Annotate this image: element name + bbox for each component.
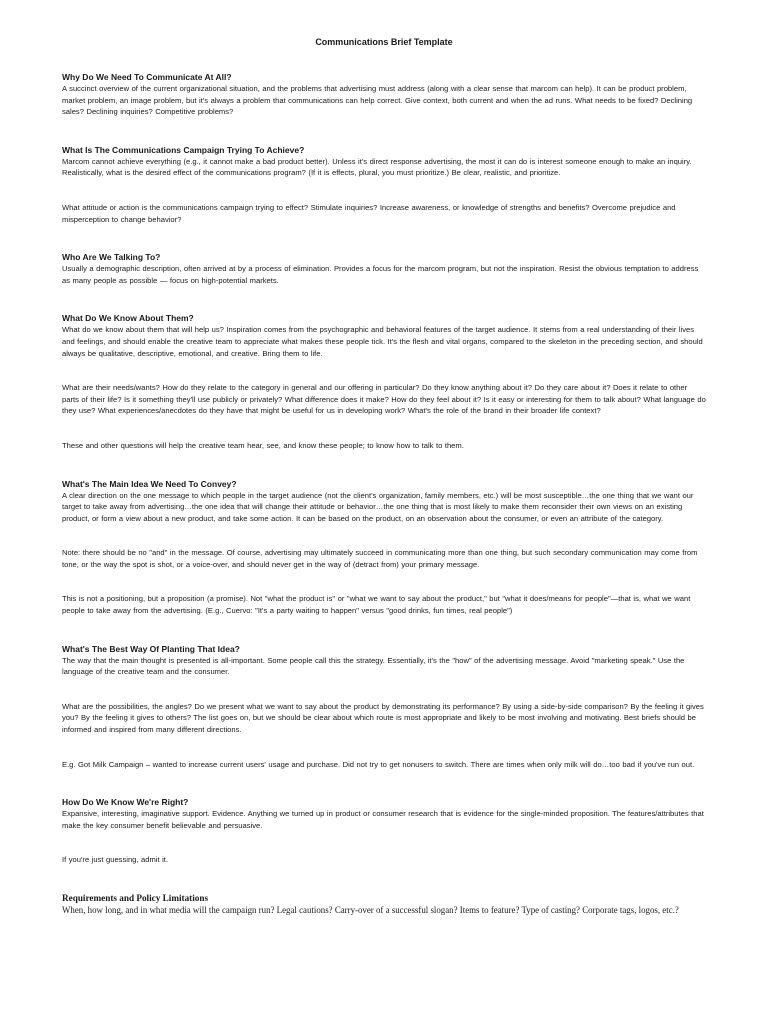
section-paragraph: Marcom cannot achieve everything (e.g., it cannot make a bad product better). Unless it's direct response advertising, the most it can do is interest someone enough to make an inquiry. Realistically, what is the desired effect of the communications program? (If it is effects, plural, you must prioritize.) Be clear, realistic, and prioritize. bbox=[62, 156, 692, 178]
section-heading: Who Are We Talking To? bbox=[62, 252, 161, 263]
document-title: Communications Brief Template bbox=[315, 37, 453, 47]
section-heading: Why Do We Need To Communicate At All? bbox=[62, 72, 232, 82]
section-paragraph: If you're just guessing, admit it. bbox=[62, 855, 169, 865]
section-heading: What Do We Know About Them? bbox=[62, 313, 194, 324]
section-validation bbox=[62, 797, 706, 866]
requirements-heading: Requirements and Policy Limitations bbox=[62, 893, 209, 903]
section-paragraph: What attitude or action is the communications campaign trying to effect? Stimulate inquiries? Increase awareness, or knowledge of strengths and benefits? Overcome prejudice and misperception to change behavior? bbox=[62, 202, 676, 224]
section-paragraph: A clear direction on the one message to which people in the target audience (not the client's organization, family members, etc.) will be most susceptible…the one thing that we want our target to take away from advertising…the one idea that will change their attitude or behavior…the one thing that is most likely to make them reconsider their own views on an existing product, or form a view about a new product, and take some action. It can be based on the product, on an observation about the consumer, or even an attribute of the category. bbox=[62, 490, 694, 523]
section-heading: What's The Main Idea We Need To Convey? bbox=[62, 478, 237, 489]
section-paragraph: Expansive, interesting, imaginative support. Evidence. Anything we turned up in product or consumer research that is evidence for the single-minded proposition. The features/attributes that make the key consumer benefit believable and persuasive. bbox=[62, 809, 704, 830]
section-paragraph: These and other questions will help the creative team hear, see, and know these people; to know how to talk to them. bbox=[62, 440, 464, 450]
section-main-idea bbox=[62, 479, 706, 617]
section-heading: What's The Best Way Of Planting That Idea? bbox=[62, 643, 240, 654]
section-paragraph: What are the possibilities, the angles? Do we present what we want to say about the product by demonstrating its performance? By using a side-by-side comparison? By the feeling it gives you? By the feeling it gives to others? The list goes on, but we should be clear about which route is most appropriate and likely to be most involving and motivating. Best briefs should be informed and inspired from many different directions. bbox=[62, 701, 704, 735]
section-why-communicate bbox=[62, 72, 706, 118]
section-audience bbox=[62, 252, 706, 286]
section-audience-knowledge bbox=[62, 313, 706, 451]
section-planting-idea bbox=[62, 644, 706, 771]
section-paragraph: What do we know about them that will help us? Inspiration comes from the psychographic and behavioral features of the target audience. It stems from a real understanding of their lives and feelings, and should enable the creative team to appreciate what makes these people tick. It's the flesh and vital organs, compared to the skeleton in the preceding section, and should always be qualitative, descriptive, emotional, and creative. Bring them to life. bbox=[62, 325, 703, 358]
section-paragraph: E.g. Got Milk Campaign – wanted to increase current users' usage and purchase. Did not try to get nonusers to switch. There are times when only milk will do…too bad if you've run out. bbox=[62, 759, 695, 769]
section-paragraph: Note: there should be no "and" in the message. Of course, advertising may ultimately succeed in communicating more than one thing, but such secondary communication may come from tone, or the way the spot is shot, or a voice-over, and should never get in the way of (detract from) your primary message. bbox=[62, 548, 698, 569]
section-campaign-goal bbox=[62, 145, 706, 225]
section-paragraph: What are their needs/wants? How do they relate to the category in general and our offering in particular? Do they know anything about it? Do they care about it? Does it relate to other parts of their life? Is it something they'll use publicly or privately? What difference does it make? How do they feel about it? Is it easy or interesting for them to talk about? What language do they use? What experiences/anecdotes do they have that might be useful for us in developing work? What's the role of the brand in their broader life context? bbox=[62, 383, 706, 416]
section-paragraph: This is not a positioning, but a proposition (a promise). Not "what the product is" or "what we want to say about the product," but "what it does/means for people"—that is, what we want people to take away from the advertising. (E.g., Cuervo: "It's a party waiting to happen" versus "good drinks, fun times, real people") bbox=[62, 594, 691, 616]
requirements-text: When, how long, and in what media will the campaign run? Legal cautions? Carry-over of a successful slogan? Items to feature? Type of casting? Corporate tags, logos, etc.? bbox=[62, 905, 679, 915]
section-paragraph: The way that the main thought is presented is all-important. Some people call this the strategy. Essentially, it's the "how" of the advertising message. Avoid "marketing speak." Use the language of the creative team and the consumer. bbox=[62, 655, 685, 677]
section-paragraph: Usually a demographic description, often arrived at by a process of elimination. Provides a focus for the marcom program, but not the inspiration. Resist the obvious temptation to address as many people as possible — focus on high-potential markets. bbox=[62, 264, 699, 285]
section-heading: What Is The Communications Campaign Trying To Achieve? bbox=[62, 144, 305, 155]
section-paragraph: A succinct overview of the current organizational situation, and the problems that advertising must address (along with a clear sense that marcom can help). It can be product problem, market problem, an image problem, but it's always a problem that communications can help correct. Give context, both current and when the ad runs. What needs to be fixed? Declining sales? Declining inquiries? Competitive problems? bbox=[62, 84, 693, 117]
section-requirements bbox=[62, 893, 706, 916]
section-heading: How Do We Know We're Right? bbox=[62, 797, 189, 808]
